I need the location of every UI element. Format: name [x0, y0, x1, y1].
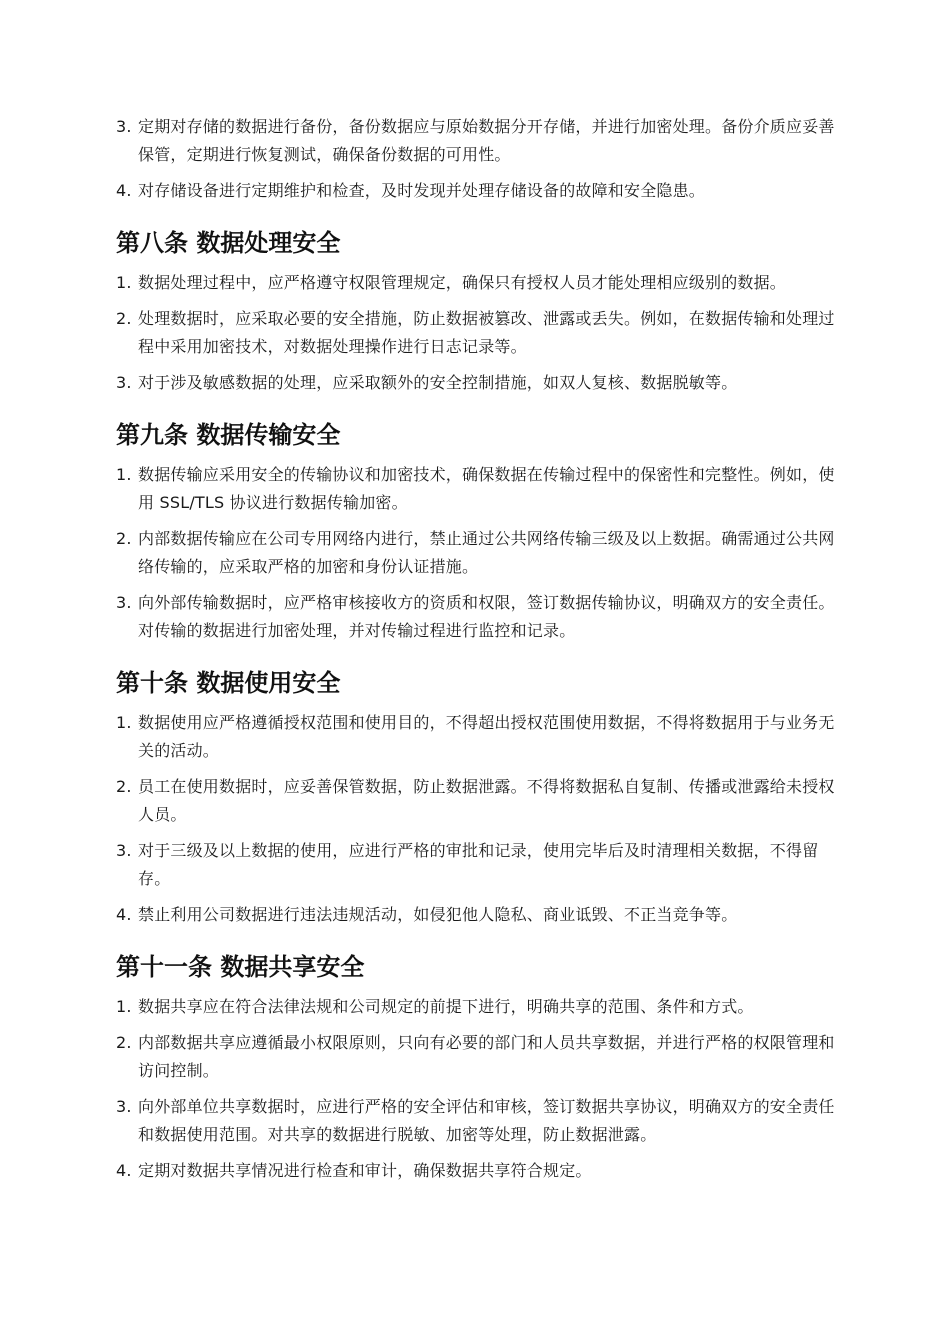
item-number: 3.: [116, 117, 132, 136]
list-item: [116, 1029, 840, 1085]
item-text: 向外部单位共享数据时，应进行严格的安全评估和审核，签订数据共享协议，明确双方的安全责任和数据使用范围。对共享的数据进行脱敏、加密等处理，防止数据泄露。: [138, 1097, 835, 1144]
item-text: 禁止利用公司数据进行违法违规活动，如侵犯他人隐私、商业诋毁、不正当竞争等。: [138, 905, 738, 924]
item-text: 数据使用应严格遵循授权范围和使用目的，不得超出授权范围使用数据，不得将数据用于与业务无关的活动。: [138, 713, 835, 760]
section-article-8: [116, 227, 840, 397]
item-number: 4.: [116, 905, 132, 924]
list-item: [116, 461, 840, 517]
list-item: [116, 369, 840, 397]
item-list: [116, 709, 840, 929]
item-list: [116, 269, 840, 397]
list-item: [116, 709, 840, 765]
item-number: 1.: [116, 273, 132, 292]
item-list: [116, 993, 840, 1185]
section-continued: [116, 113, 840, 205]
item-number: 2.: [116, 309, 132, 328]
item-text: 向外部传输数据时，应严格审核接收方的资质和权限，签订数据传输协议，明确双方的安全责任。对传输的数据进行加密处理，并对传输过程进行监控和记录。: [138, 593, 835, 640]
list-item: [116, 589, 840, 645]
item-number: 1.: [116, 713, 132, 732]
item-number: 4.: [116, 181, 132, 200]
list-item: [116, 773, 840, 829]
item-text: 处理数据时，应采取必要的安全措施，防止数据被篡改、泄露或丢失。例如，在数据传输和处理过程中采用加密技术，对数据处理操作进行日志记录等。: [138, 309, 835, 356]
list-item: [116, 993, 840, 1021]
item-number: 1.: [116, 465, 132, 484]
item-number: 2.: [116, 1033, 132, 1052]
item-list: [116, 461, 840, 645]
section-article-9: [116, 419, 840, 645]
list-item: [116, 901, 840, 929]
item-text: 对于涉及敏感数据的处理，应采取额外的安全控制措施，如双人复核、数据脱敏等。: [138, 373, 738, 392]
list-item: [116, 113, 840, 169]
item-number: 3.: [116, 373, 132, 392]
list-item: [116, 837, 840, 893]
section-heading: 第八条 数据处理安全: [116, 229, 341, 257]
item-text: 数据传输应采用安全的传输协议和加密技术，确保数据在传输过程中的保密性和完整性。例如，使用 SSL/TLS 协议进行数据传输加密。: [138, 465, 835, 512]
item-text: 定期对数据共享情况进行检查和审计，确保数据共享符合规定。: [138, 1161, 592, 1180]
section-heading: 第九条 数据传输安全: [116, 421, 341, 449]
list-item: [116, 305, 840, 361]
item-text: 对于三级及以上数据的使用，应进行严格的审批和记录，使用完毕后及时清理相关数据，不得留存。: [138, 841, 819, 888]
item-number: 3.: [116, 841, 132, 860]
item-list: [116, 113, 840, 205]
section-heading: 第十一条 数据共享安全: [116, 953, 365, 981]
item-text: 对存储设备进行定期维护和检查，及时发现并处理存储设备的故障和安全隐患。: [138, 181, 706, 200]
item-number: 1.: [116, 997, 132, 1016]
item-text: 定期对存储的数据进行备份，备份数据应与原始数据分开存储，并进行加密处理。备份介质应妥善保管，定期进行恢复测试，确保备份数据的可用性。: [138, 117, 835, 164]
item-text: 内部数据传输应在公司专用网络内进行，禁止通过公共网络传输三级及以上数据。确需通过公共网络传输的，应采取严格的加密和身份认证措施。: [138, 529, 835, 576]
item-number: 2.: [116, 777, 132, 796]
list-item: [116, 525, 840, 581]
section-article-10: [116, 667, 840, 929]
item-number: 2.: [116, 529, 132, 548]
list-item: [116, 269, 840, 297]
list-item: [116, 1093, 840, 1149]
item-text: 数据共享应在符合法律法规和公司规定的前提下进行，明确共享的范围、条件和方式。: [138, 997, 754, 1016]
item-number: 3.: [116, 1097, 132, 1116]
item-text: 内部数据共享应遵循最小权限原则，只向有必要的部门和人员共享数据，并进行严格的权限管理和访问控制。: [138, 1033, 835, 1080]
item-number: 3.: [116, 593, 132, 612]
list-item: [116, 177, 840, 205]
item-number: 4.: [116, 1161, 132, 1180]
item-text: 员工在使用数据时，应妥善保管数据，防止数据泄露。不得将数据私自复制、传播或泄露给未授权人员。: [138, 777, 835, 824]
list-item: [116, 1157, 840, 1185]
section-article-11: [116, 951, 840, 1185]
section-heading: 第十条 数据使用安全: [116, 669, 341, 697]
item-text: 数据处理过程中，应严格遵守权限管理规定，确保只有授权人员才能处理相应级别的数据。: [138, 273, 787, 292]
